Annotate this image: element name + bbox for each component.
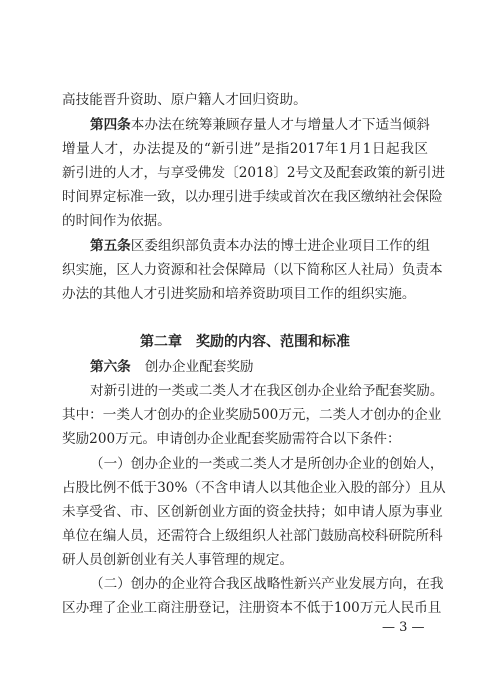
article-4-label: 第四条 xyxy=(90,117,131,133)
text-line: 其中：一类人才创办的企业奖励500万元，二类人才创办的企业 xyxy=(62,407,442,423)
article-5-text: 区委组织部负责本办法的博士进企业项目工作的组 xyxy=(130,238,430,254)
text-line: 新引进的人才，与享受佛发〔2018〕2号文及配套政策的新引进 xyxy=(62,165,446,181)
text-line: 办法的其他人才引进奖励和培养资助项目工作的组织实施。 xyxy=(62,286,416,302)
article-6-title: 创办企业配套奖励 xyxy=(144,359,254,375)
text-line: （二）创办的企业符合我区战略性新兴产业发展方向，在我 xyxy=(90,576,444,592)
text-line: 的时间作为依据。 xyxy=(62,213,171,229)
text-line: 织实施，区人力资源和社会保障局（以下简称区人社局）负责本 xyxy=(62,262,443,278)
page-number: — 3 — xyxy=(382,620,425,635)
text-line: （一）创办企业的一类或二类人才是所创办企业的创始人， xyxy=(90,456,444,472)
text-line: 增量人才，办法提及的“新引进”是指2017年1月1日起我区 xyxy=(62,141,428,157)
article-4-text: 本办法在统筹兼顾存量人才与增量人才下适当倾斜 xyxy=(130,117,430,133)
text-line: 区办理了企业工商注册登记，注册资本不低于100万元人民币且 xyxy=(62,600,442,616)
text-line: 占股比例不低于30%（不含申请人以其他企业入股的部分）且从 xyxy=(62,480,446,496)
text-line: 未享受省、市、区创新创业方面的资金扶持；如申请人原为事业 xyxy=(62,504,443,520)
article-6-label: 第六条 xyxy=(90,359,131,375)
text-line: 研人员创新创业有关人事管理的规定。 xyxy=(62,552,294,568)
text-line: 单位在编人员，还需符合上级组织人社部门鼓励高校科研院所科 xyxy=(62,528,443,544)
article-5-line xyxy=(90,236,428,256)
text-line: 奖励200万元。申请创办企业配套奖励需符合以下条件： xyxy=(62,431,401,447)
text-line: 高技能晋升资助、原户籍人才回归资助。 xyxy=(62,92,307,108)
article-5-label: 第五条 xyxy=(90,238,131,254)
article-4-line xyxy=(90,115,428,135)
article-6-line xyxy=(90,357,254,377)
chapter-heading: 第二章 奖励的内容、范围和标准 xyxy=(140,334,350,350)
text-line: 时间界定标准一致，以办理引进手续或首次在我区缴纳社会保险 xyxy=(62,189,443,205)
text-line: 对新引进的一类或二类人才在我区创办企业给予配套奖励。 xyxy=(90,383,444,399)
